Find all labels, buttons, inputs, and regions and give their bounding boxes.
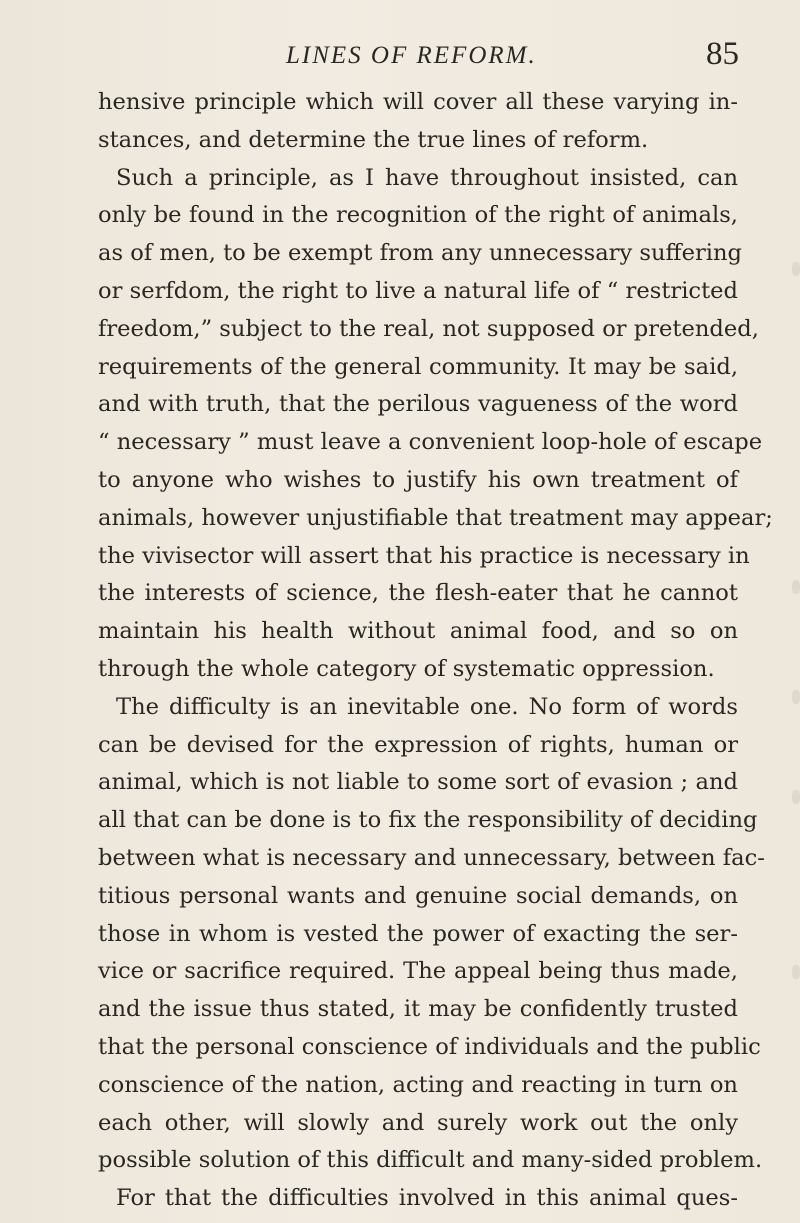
text-line: can be devised for the expression of rights, human or <box>98 731 738 758</box>
text-line: or serfdom, the right to live a natural life of “ restricted <box>98 277 738 304</box>
body-text <box>98 84 773 1218</box>
text-line: stances, and determine the true lines of reform. <box>98 126 649 153</box>
text-line: as of men, to be exempt from any unnecessary suffering <box>98 240 743 267</box>
text-line: titious personal wants and genuine social demands, on <box>98 882 738 909</box>
text-line: conscience of the nation, acting and reacting in turn on <box>98 1071 738 1098</box>
text-line: between what is necessary and unnecessary, between fac- <box>98 844 765 871</box>
text-line: For that the difficulties involved in this animal ques- <box>116 1185 738 1212</box>
running-title: LINES OF REFORM. <box>286 42 537 69</box>
page-number: 85 <box>706 36 739 72</box>
text-line: each other, will slowly and surely work out the only <box>98 1109 738 1136</box>
running-head <box>0 36 800 76</box>
text-line: The difficulty is an inevitable one. No form of words <box>116 693 738 720</box>
paper-blemish <box>792 262 800 276</box>
text-line: and the issue thus stated, it may be confidently trusted <box>98 996 738 1023</box>
text-line: vice or sacrifice required. The appeal being thus made, <box>98 958 738 985</box>
text-line: animal, which is not liable to some sort of evasion ; and <box>98 769 738 796</box>
text-line: freedom,” subject to the real, not supposed or pretended, <box>98 315 759 342</box>
text-line: animals, however unjustifiable that treatment may appear; <box>98 504 773 531</box>
paper-blemish <box>792 790 800 804</box>
paper-blemish <box>792 690 800 704</box>
text-line: requirements of the general community. It may be said, <box>98 353 738 380</box>
text-line: hensive principle which will cover all these varying in- <box>98 89 738 115</box>
text-line: to anyone who wishes to justify his own treatment of <box>98 466 738 493</box>
text-line: the vivisector will assert that his practice is necessary in <box>98 542 750 569</box>
text-line: those in whom is vested the power of exacting the ser- <box>98 920 738 947</box>
paper-blemish <box>792 580 800 594</box>
text-line: and with truth, that the perilous vagueness of the word <box>98 391 738 418</box>
text-line: all that can be done is to fix the responsibility of deciding <box>98 807 758 834</box>
text-line: Such a principle, as I have throughout insisted, can <box>116 164 738 191</box>
paper-blemish <box>792 965 800 979</box>
text-line: possible solution of this difficult and many-sided problem. <box>98 1147 763 1174</box>
text-line: “ necessary ” must leave a convenient loop-hole of escape <box>98 429 763 456</box>
text-line: through the whole category of systematic oppression. <box>98 655 715 682</box>
text-line: only be found in the recognition of the right of animals, <box>98 202 738 229</box>
text-line: maintain his health without animal food, and so on <box>98 618 738 645</box>
text-line: the interests of science, the flesh-eater that he cannot <box>98 580 738 607</box>
text-line: that the personal conscience of individuals and the public <box>98 1033 761 1060</box>
